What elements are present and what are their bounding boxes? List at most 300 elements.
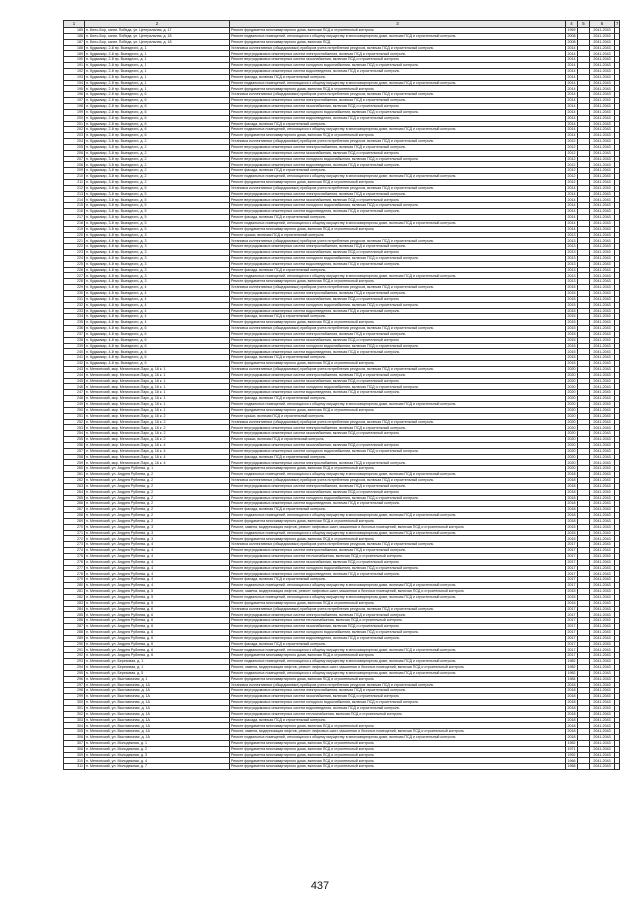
year-cell: 2017 [567, 577, 576, 582]
address-cell: п. Мегионский, ул. Андрея Рублева, д. 3 [85, 524, 230, 530]
address-cell: п. Кудымкар, 4-й пр. Выездного, д. 6 [85, 343, 230, 349]
year-cell: 2020 [567, 390, 576, 395]
address-cell: п. Мегионский, ул. Андрея Рублева, д. 5 [85, 600, 230, 606]
address-cell: п. Кудымкар, 4-й пр. Выездного, д. 6 [85, 349, 230, 355]
period-cell: 2041-2043 [590, 133, 615, 139]
address-cell: п. Кудымкар, 4-й пр. Выездного, д. 4 [85, 290, 230, 296]
period-cell: 2041-2043 [590, 220, 615, 226]
year-cell: 1982 [567, 670, 576, 675]
address-cell: п. Мегионский, мкр. Мегионское-Парк, д. 16 к. 1 [85, 366, 230, 372]
period-cell: 2041-2043 [590, 109, 615, 115]
period-cell: 2041-2043 [590, 250, 615, 256]
period-cell: 2041-2043 [590, 28, 615, 34]
period-cell: 2041-2043 [590, 279, 615, 285]
work-type-cell: Ремонт внутридомовых инженерных систем холодного водоснабжения, включая ПСД и строительный контроль [230, 109, 566, 115]
period-cell: 2041-2043 [590, 156, 615, 162]
year-cell: 2017 [567, 606, 576, 611]
work-type-cell: Установка коллективных (общедомовых) приборов учета потребления ресурсов, включая ПСД и строительный контроль [230, 139, 566, 145]
work-type-cell: Ремонт внутридомовых инженерных систем электроснабжения, включая ПСД и строительный контроль [230, 688, 566, 694]
work-type-cell: Ремонт фасада, включая ПСД и строительный контроль [230, 215, 566, 221]
year-cell: 2012 [567, 150, 576, 155]
address-cell: п. Мегионский, ул. Андрея Рублева, д. 1 [85, 466, 230, 472]
year-cell: 2014 [567, 215, 576, 220]
row-number-cell: 261 [64, 472, 85, 478]
row-number-cell: 248 [64, 396, 85, 402]
row-number-cell: 296 [64, 676, 85, 682]
work-type-cell: Ремонт внутридомовых инженерных систем газоснабжения, включая ПСД и строительный контроль [230, 378, 566, 384]
row-number-cell: 297 [64, 682, 85, 688]
work-type-cell: Ремонт подвальных помещений, относящихся к общему имуществу в многоквартирном доме, включая ПСД и строительный контроль [230, 659, 566, 665]
address-cell: п. Мегионский, мкр. Мегионское-Парк, д. 16 к. 1 [85, 407, 230, 413]
address-cell: п. Кудымкар, 4-й пр. Выездного, д. 3 [85, 267, 230, 273]
row-number-cell: 225 [64, 261, 85, 267]
work-type-cell: Ремонт внутридомовых инженерных систем электроснабжения, включая ПСД и строительный контроль [230, 191, 566, 197]
work-type-cell: Установка коллективных (общедомовых) приборов учета потребления ресурсов, включая ПСД и строительный контроль [230, 682, 566, 688]
period-cell: 2041-2043 [590, 659, 615, 665]
year-cell: 1992 [567, 752, 576, 757]
row-number-cell: 293 [64, 659, 85, 665]
address-cell: п. Кудымкар, 4-й пр. Выездного, д. 3 [85, 279, 230, 285]
work-type-cell: Ремонт подвальных помещений, относящихся к общему имуществу в многоквартирном доме, включая ПСД и строительный контроль [230, 735, 566, 741]
period-cell: 2041-2043 [590, 185, 615, 191]
work-type-cell: Ремонт внутридомовых инженерных систем водоотведения, включая ПСД и строительный контроль [230, 162, 566, 168]
work-type-cell: Ремонт фасада, включая ПСД и строительный контроль [230, 454, 566, 460]
address-cell: п. Кудымкар, 2-й пр. Выездного, д. 1 [85, 68, 230, 74]
work-type-cell: Ремонт внутридомовых инженерных систем газоснабжения, включая ПСД и строительный контроль [230, 150, 566, 156]
row-number-cell: 264 [64, 489, 85, 495]
year-cell: 2008 [567, 33, 576, 38]
row-number-cell: 214 [64, 197, 85, 203]
work-type-cell: Ремонт фасада, включая ПСД и строительный контроль [230, 641, 566, 647]
year-cell: 1959 [567, 28, 576, 33]
row-number-cell: 298 [64, 688, 85, 694]
work-type-cell: Ремонт внутридомовых инженерных систем теплоснабжения, включая ПСД и строительный контроль [230, 711, 566, 717]
year-cell: 2008 [567, 39, 576, 44]
row-number-cell: 210 [64, 174, 85, 180]
work-type-cell: Ремонт внутридомовых инженерных систем холодного водоснабжения, включая ПСД и строительный контроль [230, 343, 566, 349]
period-cell: 2041-2043 [590, 378, 615, 384]
address-cell: п. Мегионский, ул. Березовая, д. 5 [85, 670, 230, 676]
work-type-cell: Ремонт подвальных помещений, относящихся к общему имуществу в многоквартирном доме, включая ПСД и строительный контроль [230, 472, 566, 478]
address-cell: п. Бело-Бор, санат. Победа, ул. Центральная, д. 17 [85, 28, 230, 34]
work-type-cell: Ремонт внутридомовых инженерных систем газоснабжения, включая ПСД и строительный контроль [230, 694, 566, 700]
address-cell: п. Мегионский, мкр. Мегионское-Парк, д. 16 к. 1 [85, 384, 230, 390]
row-number-cell: 282 [64, 594, 85, 600]
year-cell: 2012 [567, 145, 576, 149]
year-cell: 2014 [567, 80, 576, 85]
year-cell: 2014 [567, 133, 576, 138]
period-cell: 2041-2043 [590, 121, 615, 127]
period-cell: 2041-2043 [590, 606, 615, 612]
period-cell: 2041-2043 [590, 641, 615, 647]
work-type-cell: Установка коллективных (общедомовых) приборов учета потребления ресурсов, включая ПСД и строительный контроль [230, 477, 566, 483]
work-type-cell: Установка коллективных (общедомовых) приборов учета потребления ресурсов, включая ПСД и строительный контроль [230, 326, 566, 332]
period-cell: 2041-2043 [590, 226, 615, 232]
work-type-cell: Ремонт фундамента многоквартирного дома, включая ПСД и строительный контроль [230, 600, 566, 606]
period-cell: 2041-2043 [590, 51, 615, 57]
year-cell: 2020 [567, 460, 576, 465]
year-cell: 2018 [567, 711, 576, 716]
row-number-cell: 239 [64, 343, 85, 349]
row-number-cell: 200 [64, 115, 85, 121]
year-cell: 2017 [567, 647, 576, 652]
document-page [63, 20, 619, 770]
work-type-cell: Ремонт фундамента многоквартирного дома, включая ПСД и строительный контроль [230, 653, 566, 659]
work-type-cell: Установка коллективных (общедомовых) приборов учета потребления ресурсов, включая ПСД и строительный контроль [230, 92, 566, 98]
row-number-cell: 251 [64, 413, 85, 419]
period-cell: 2041-2043 [590, 197, 615, 203]
work-type-cell: Ремонт подвальных помещений, относящихся к общему имуществу в многоквартирном доме, включая ПСД и строительный контроль [230, 80, 566, 86]
address-cell: п. Мегионский, ул. Выставочная, д. 1А [85, 694, 230, 700]
address-cell: п. Кудымкар, 4-й пр. Выездного, д. 4 [85, 285, 230, 291]
work-type-cell: Ремонт подвальных помещений, относящихся к общему имуществу в многоквартирном доме, включая ПСД и строительный контроль [230, 127, 566, 133]
work-type-cell: Ремонт внутридомовых инженерных систем водоотведения, включая ПСД и строительный контроль [230, 308, 566, 314]
year-cell: 2017 [567, 542, 576, 547]
address-cell: п. Мегионский, ул. Андрея Рублева, д. 2 [85, 507, 230, 513]
year-cell: 2017 [567, 624, 576, 629]
address-cell: п. Мегионский, ул. Андрея Рублева, д. 4 [85, 571, 230, 577]
year-cell: 2020 [567, 454, 576, 459]
work-type-cell: Ремонт фундамента многоквартирного дома, включая ПСД и строительный контроль [230, 764, 566, 770]
period-cell: 2041-2043 [590, 542, 615, 548]
period-cell: 2041-2043 [590, 215, 615, 221]
row-number-cell: 289 [64, 635, 85, 641]
period-cell: 2041-2043 [590, 647, 615, 653]
work-type-cell: Ремонт подвальных помещений, относящихся к общему имуществу в многоквартирном доме, включая ПСД и строительный контроль [230, 220, 566, 226]
row-number-cell: 187 [64, 39, 85, 45]
row-number-cell: 221 [64, 238, 85, 244]
row-number-cell: 250 [64, 407, 85, 413]
year-cell: 2015 [567, 355, 576, 360]
row-number-cell: 220 [64, 232, 85, 238]
work-type-cell: Ремонт фундамента многоквартирного дома, включая ПСД и строительный контроль [230, 133, 566, 139]
year-cell: 2018 [567, 700, 576, 705]
period-cell: 2041-2043 [590, 68, 615, 74]
row-number-cell: 273 [64, 542, 85, 548]
row-number-cell: 301 [64, 705, 85, 711]
year-cell: 2013 [567, 279, 576, 284]
header-cell: 6 [590, 21, 615, 28]
work-type-cell: Ремонт фундамента многоквартирного дома, включая ПСД и строительный контроль [230, 28, 566, 34]
work-type-cell: Ремонт внутридомовых инженерных систем электроснабжения, включая ПСД и строительный контроль [230, 331, 566, 337]
year-cell: 2017 [567, 641, 576, 646]
year-cell: 2014 [567, 220, 576, 225]
period-cell: 2041-2043 [590, 361, 615, 367]
period-cell: 2041-2043 [590, 477, 615, 483]
address-cell: п. Кудымкар, 4-й пр. Выездного, д. 4 [85, 302, 230, 308]
period-cell: 2041-2043 [590, 729, 615, 735]
address-cell: п. Мегионский, ул. Андрея Рублева, д. 5 [85, 589, 230, 595]
work-type-cell: Ремонт фасада, включая ПСД и строительный контроль [230, 396, 566, 402]
year-cell: 2014 [567, 226, 576, 231]
year-cell: 2020 [567, 384, 576, 389]
address-cell: п. Мегионский, мкр. Мегионское-Парк, д. 16 к. 2 [85, 437, 230, 443]
work-type-cell: Ремонт подвальных помещений, относящихся к общему имуществу в многоквартирном доме, включая ПСД и строительный контроль [230, 647, 566, 653]
work-type-cell: Ремонт фасада, включая ПСД и строительный контроль [230, 507, 566, 513]
period-cell: 2041-2043 [590, 513, 615, 519]
period-cell: 2041-2043 [590, 717, 615, 723]
period-cell: 2041-2043 [590, 144, 615, 150]
address-cell: п. Кудымкар, 2-й пр. Выездного, д. 1 [85, 51, 230, 57]
address-cell: п. Кудымкар, 4-й пр. Выездного, д. 3 [85, 255, 230, 261]
row-number-cell: 197 [64, 98, 85, 104]
year-cell: 2015 [567, 285, 576, 290]
period-cell: 2041-2043 [590, 396, 615, 402]
year-cell: 2013 [567, 250, 576, 255]
work-type-cell: Ремонт фундамента многоквартирного дома, включая ПСД и строительный контроль [230, 746, 566, 752]
row-number-cell: 209 [64, 168, 85, 174]
address-cell: п. Кудымкар, 2-й пр. Выездного, д. 1 [85, 63, 230, 69]
year-cell: 2018 [567, 682, 576, 687]
year-cell: 2015 [567, 349, 576, 354]
address-cell: п. Мегионский, мкр. Мегионское-Парк, д. 16 к. 2 [85, 425, 230, 431]
table-row [64, 764, 620, 770]
year-cell: 2015 [567, 594, 576, 599]
period-cell: 2041-2043 [590, 39, 615, 45]
address-cell: п. Кудымкар, 2-й пр. Выездного, д. 1 [85, 74, 230, 80]
work-type-cell: Ремонт внутридомовых инженерных систем холодного водоснабжения, включая ПСД и строительный контроль [230, 495, 566, 501]
address-cell: п. Мегионский, ул. Выставочная, д. 1А [85, 717, 230, 723]
address-cell: п. Бело-Бор, санат. Победа, ул. Центральная, д. 18 [85, 39, 230, 45]
work-type-cell: Ремонт, замена, модернизация лифтов, ремонт лифтовых шахт, машинных и блочных помещений, включая ПСД и строительный контроль [230, 729, 566, 735]
work-type-cell: Ремонт крыши, включая ПСД и строительный контроль [230, 232, 566, 238]
period-cell: 2041-2043 [590, 618, 615, 624]
row-number-cell: 303 [64, 717, 85, 723]
address-cell: п. Мегионский, ул. Выставочная, д. 1А [85, 688, 230, 694]
year-cell: 2015 [567, 332, 576, 336]
address-cell: п. Мегионский, ул. Андрея Рублева, д. 4 [85, 559, 230, 565]
address-cell: п. Мегионский, ул. Андрея Рублева, д. 2 [85, 495, 230, 501]
year-cell: 2017 [567, 559, 576, 564]
row-number-cell: 280 [64, 583, 85, 589]
address-cell: п. Мегионский, мкр. Мегионское-Парк, д. 16 к. 1 [85, 378, 230, 384]
period-cell: 2041-2043 [590, 419, 615, 425]
period-cell: 2041-2043 [590, 559, 615, 565]
work-type-cell: Ремонт внутридомовых инженерных систем газоснабжения, включая ПСД и строительный контроль [230, 103, 566, 109]
row-number-cell: 307 [64, 740, 85, 746]
row-number-cell: 288 [64, 629, 85, 635]
work-type-cell: Ремонт внутридомовых инженерных систем холодного водоснабжения, включая ПСД и строительный контроль [230, 565, 566, 571]
row-number-cell: 302 [64, 711, 85, 717]
period-cell: 2041-2043 [590, 92, 615, 98]
year-cell: 1984 [567, 676, 576, 681]
period-cell: 2041-2043 [590, 45, 615, 51]
row-number-cell: 244 [64, 372, 85, 378]
row-number-cell: 276 [64, 559, 85, 565]
address-cell: п. Мегионский, ул. Андрея Рублева, д. 4 [85, 565, 230, 571]
period-cell: 2041-2043 [590, 80, 615, 86]
row-number-cell: 228 [64, 279, 85, 285]
period-cell: 2041-2043 [590, 331, 615, 337]
year-cell: 1971 [567, 746, 576, 751]
work-type-cell: Ремонт фундамента многоквартирного дома, включая ПСД и строительный контроль [230, 536, 566, 542]
row-number-cell: 236 [64, 326, 85, 332]
period-cell: 2041-2043 [590, 314, 615, 320]
work-type-cell: Ремонт подвальных помещений, относящихся к общему имуществу в многоквартирном доме, включая ПСД и строительный контроль [230, 273, 566, 279]
address-cell: п. Кудымкар, 4-й пр. Выездного, д. 6 [85, 361, 230, 367]
period-cell: 2041-2043 [590, 460, 615, 466]
year-cell: 1982 [567, 741, 576, 746]
row-number-cell: 212 [64, 185, 85, 191]
row-number-cell: 274 [64, 548, 85, 554]
work-type-cell: Ремонт фундамента многоквартирного дома, включая ПСД и строительный контроль [230, 320, 566, 326]
row-number-cell: 227 [64, 273, 85, 279]
work-type-cell: Ремонт внутридомовых инженерных систем электроснабжения, включая ПСД и строительный контроль [230, 548, 566, 554]
row-number-cell: 226 [64, 267, 85, 273]
row-number-cell: 213 [64, 191, 85, 197]
page-number: 437 [310, 880, 330, 892]
work-type-cell: Установка коллективных (общедомовых) приборов учета потребления ресурсов, включая ПСД и строительный контроль [230, 238, 566, 244]
year-cell: 2015 [567, 524, 576, 529]
year-cell: 2015 [567, 536, 576, 541]
row-number-cell: 255 [64, 437, 85, 443]
period-cell: 2041-2043 [590, 448, 615, 454]
period-cell: 2041-2043 [590, 740, 615, 746]
row-number-cell: 267 [64, 507, 85, 513]
period-cell: 2041-2043 [590, 349, 615, 355]
work-type-cell: Ремонт внутридомовых инженерных систем водоотведения, включая ПСД и строительный контроль [230, 261, 566, 267]
period-cell: 2041-2043 [590, 413, 615, 419]
row-number-cell: 233 [64, 308, 85, 314]
period-cell: 2041-2043 [590, 139, 615, 145]
year-cell: 2020 [567, 396, 576, 401]
row-number-cell: 223 [64, 250, 85, 256]
header-cell: 3 [230, 21, 566, 28]
period-cell: 2041-2043 [590, 162, 615, 168]
row-number-cell: 263 [64, 483, 85, 489]
row-number-cell: 191 [64, 63, 85, 69]
row-number-cell: 272 [64, 536, 85, 542]
year-cell: 2017 [567, 635, 576, 640]
row-number-cell: 192 [64, 68, 85, 74]
work-type-cell: Ремонт фасада, включая ПСД и строительный контроль [230, 355, 566, 361]
period-cell: 2041-2043 [590, 688, 615, 694]
work-type-cell: Ремонт внутридомовых инженерных систем холодного водоснабжения, включая ПСД и строительный контроль [230, 203, 566, 209]
address-cell: п. Кудымкар, 4-й пр. Выездного, д. 6 [85, 331, 230, 337]
period-cell: 2041-2043 [590, 296, 615, 302]
work-type-cell: Ремонт фундамента многоквартирного дома, включая ПСД и строительный контроль [230, 86, 566, 92]
address-cell: п. Кудымкар, 4-й пр. Выездного, д. 6 [85, 326, 230, 332]
row-number-cell: 219 [64, 226, 85, 232]
address-cell: п. Кудымкар, 3-й пр. Выездного, д. 5 [85, 185, 230, 191]
address-cell: п. Мегионский, ул. Выставочная, д. 1А [85, 729, 230, 735]
address-cell: п. Мегионский, ул. Молодежная, д. 1 [85, 740, 230, 746]
work-type-cell: Ремонт внутридомовых инженерных систем водоотведения, включая ПСД и строительный контроль [230, 501, 566, 507]
row-number-cell: 232 [64, 302, 85, 308]
address-cell: п. Мегионский, мкр. Мегионское-Парк, д. 16 к. 1 [85, 390, 230, 396]
year-cell: 2017 [567, 548, 576, 553]
year-cell: 2018 [567, 513, 576, 518]
period-cell: 2041-2043 [590, 209, 615, 215]
row-number-cell: 257 [64, 448, 85, 454]
row-number-cell: 262 [64, 477, 85, 483]
address-cell: п. Мегионский, ул. Андрея Рублева, д. 2 [85, 489, 230, 495]
year-cell: 2020 [567, 437, 576, 442]
year-cell: 2014 [567, 109, 576, 114]
year-cell: 2018 [567, 723, 576, 728]
year-cell: 2017 [567, 653, 576, 658]
row-number-cell: 241 [64, 355, 85, 361]
address-cell: п. Кудымкар, 2-й пр. Выездного, д. 6 [85, 115, 230, 121]
work-type-cell: Ремонт внутридомовых инженерных систем холодного водоснабжения, включая ПСД и строительный контроль [230, 700, 566, 706]
work-type-cell: Ремонт подвальных помещений, относящихся к общему имуществу в многоквартирном доме, включая ПСД и строительный контроль [230, 530, 566, 536]
work-type-cell: Ремонт внутридомовых инженерных систем холодного водоснабжения, включая ПСД и строительный контроль [230, 255, 566, 261]
year-cell: 2014 [567, 191, 576, 196]
row-number-cell: 240 [64, 349, 85, 355]
address-cell: п. Кудымкар, 4-й пр. Выездного, д. 4 [85, 296, 230, 302]
period-cell: 2041-2043 [590, 589, 615, 595]
period-cell: 2041-2043 [590, 694, 615, 700]
header-cell: 2 [85, 21, 230, 28]
address-cell: п. Мегионский, мкр. Мегионское-Парк, д. 16 к. 4 [85, 442, 230, 448]
address-cell: п. Кудымкар, 3-й пр. Выездного, д. 5 [85, 197, 230, 203]
period-cell: 2041-2043 [590, 372, 615, 378]
address-cell: п. Мегионский, ул. Андрея Рублева, д. 4 [85, 583, 230, 589]
year-cell: 2015 [567, 296, 576, 301]
address-cell: п. Кудымкар, 3-й пр. Выездного, д. 2 [85, 174, 230, 180]
period-cell: 2041-2043 [590, 612, 615, 618]
address-cell: п. Кудымкар, 3-й пр. Выездного, д. 2 [85, 162, 230, 168]
address-cell: п. Мегионский, ул. Выставочная, д. 1 [85, 676, 230, 682]
period-cell: 2041-2043 [590, 594, 615, 600]
row-number-cell: 258 [64, 454, 85, 460]
row-number-cell: 309 [64, 752, 85, 758]
row-number-cell: 235 [64, 320, 85, 326]
work-type-cell: Ремонт фундамента многоквартирного дома, включая ПСД и строительный контроль [230, 179, 566, 185]
period-cell: 2041-2043 [590, 489, 615, 495]
period-cell: 2041-2043 [590, 343, 615, 349]
row-number-cell: 247 [64, 390, 85, 396]
address-cell: п. Мегионский, ул. Андрея Рублева, д. 6 [85, 635, 230, 641]
address-cell: п. Мегионский, ул. Андрея Рублева, д. 5 [85, 594, 230, 600]
address-cell: п. Мегионский, ул. Молодежная, д. 4 [85, 758, 230, 764]
address-cell: п. Мегионский, мкр. Мегионское-Парк, д. 16 к. 1 [85, 402, 230, 408]
year-cell: 2015 [567, 302, 576, 307]
period-cell: 2041-2043 [590, 407, 615, 413]
row-number-cell: 237 [64, 331, 85, 337]
period-cell: 2041-2043 [590, 63, 615, 69]
row-number-cell: 234 [64, 314, 85, 320]
address-cell: п. Мегионский, мкр. Мегионское-Парк, д. 16 к. 2 [85, 413, 230, 419]
header-cell: 7 [616, 20, 619, 26]
address-cell: п. Кудымкар, 2-й пр. Выездного, д. 6 [85, 109, 230, 115]
row-number-cell: 188 [64, 45, 85, 51]
note-cell [615, 764, 620, 770]
work-type-cell: Ремонт внутридомовых инженерных систем холодного водоснабжения, включая ПСД и строительный контроль [230, 629, 566, 635]
year-cell: 2015 [567, 326, 576, 331]
period-cell: 2041-2043 [590, 571, 615, 577]
work-type-cell: Ремонт подвальных помещений, относящихся к общему имуществу в многоквартирном доме, включая ПСД и строительный контроль [230, 513, 566, 519]
address-cell: п. Мегионский, ул. Выставочная, д. 1А [85, 705, 230, 711]
row-number-cell: 206 [64, 150, 85, 156]
address-cell: п. Кудымкар, 4-й пр. Выездного, д. 3 [85, 261, 230, 267]
row-number-cell: 256 [64, 442, 85, 448]
work-type-cell: Ремонт внутридомовых инженерных систем водоотведения, включая ПСД и строительный контроль [230, 349, 566, 355]
year-cell: 2017 [567, 630, 576, 635]
address-cell: п. Мегионский, ул. Андрея Рублева, д. 6 [85, 653, 230, 659]
year-cell: 2018 [567, 501, 576, 506]
address-cell: п. Мегионский, ул. Андрея Рублева, д. 6 [85, 624, 230, 630]
address-cell: п. Мегионский, ул. Андрея Рублева, д. 6 [85, 629, 230, 635]
work-type-cell: Установка коллективных (общедомовых) приборов учета потребления ресурсов, включая ПСД и строительный контроль [230, 285, 566, 291]
period-cell: 2041-2043 [590, 472, 615, 478]
address-cell: п. Кудымкар, 2-й пр. Выездного, д. 6 [85, 121, 230, 127]
row-number-cell: 260 [64, 466, 85, 472]
row-number-cell: 190 [64, 57, 85, 63]
period-cell: 2041-2043 [590, 629, 615, 635]
row-number-cell: 291 [64, 647, 85, 653]
row-number-cell: 218 [64, 220, 85, 226]
